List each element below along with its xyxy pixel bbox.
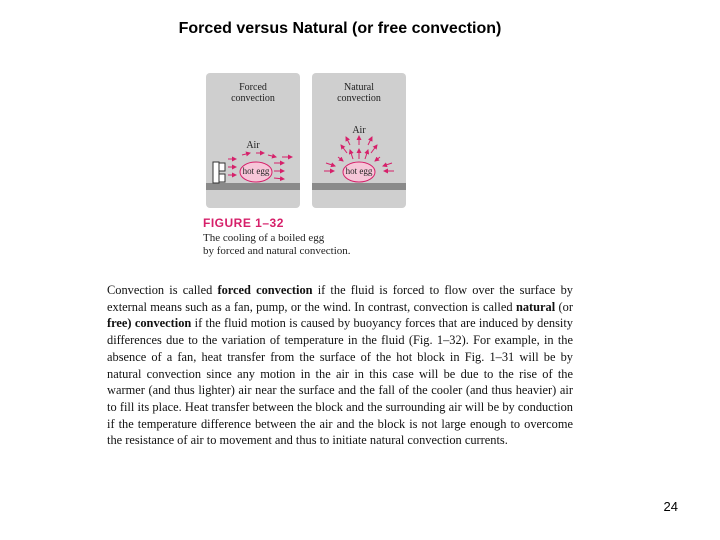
forced-convection-panel [206,73,300,208]
body-text-run: if the fluid is forced to flow over the surface by external means such as a fan, pump, or the wind. In contrast, convection is called [107,283,573,314]
body-text-run: (or [555,299,573,314]
figure-number: FIGURE 1–32 [203,216,284,230]
term-convection: convection [134,316,192,331]
term-natural: natural [515,299,556,314]
forced-air-label: Air [246,140,260,151]
surface-plate [206,183,300,190]
forced-convection-label: Forced convection [231,82,275,104]
natural-air-label: Air [352,125,366,136]
natural-convection-illustration [312,73,406,208]
term-free: free [107,316,128,331]
body-text-run: if the fluid motion is caused by buoyancy forces that are induced by density differences due to the variation of temperature in the fluid (Fig. 1–32). For example, in the absence of a fan, heat transfer from the surface of the hot block in Fig. 1–31 will be by natural convection since any motion in the air in this case will be due to the rise of the warmer (and thus lighter) air near the surface and the fall of the cooler (and thus heavier) air to fill its place. Heat transfer between the block and the surrounding air will be by conduction if the temperature difference between the air and the block is not large enough to overcome the resistance of air to movement and thus to initiate natural convection currents. [107,316,573,448]
forced-egg-label: hot egg [242,166,270,176]
natural-convection-label: Natural convection [337,82,381,104]
surface-plate [312,183,406,190]
body-text-run: ) [127,316,135,331]
term-forced-convection: forced convection [217,283,313,297]
natural-convection-panel [312,73,406,208]
caption-line-2: by forced and natural convection. [203,245,351,257]
page-number: 24 [663,499,678,514]
caption-line-1: The cooling of a boiled egg [203,232,325,244]
natural-egg-label: hot egg [345,166,373,176]
body-text-run: Convection is called [107,283,218,297]
fan-icon [213,162,225,183]
slide-title: Forced versus Natural (or free convection) [178,20,502,37]
figure-caption [203,216,403,258]
body-paragraph [107,282,573,449]
forced-convection-illustration [206,73,300,208]
